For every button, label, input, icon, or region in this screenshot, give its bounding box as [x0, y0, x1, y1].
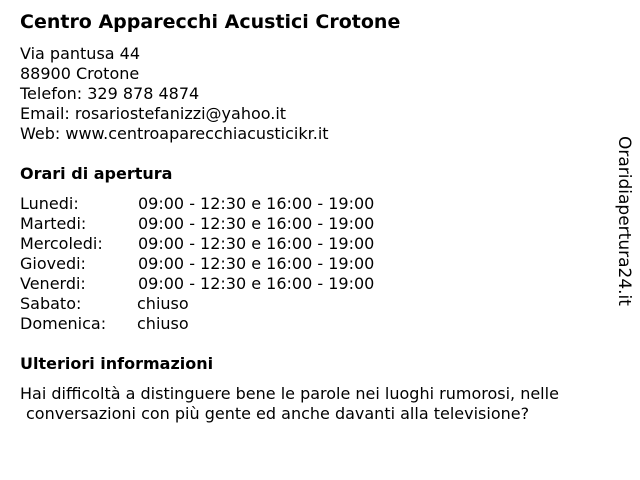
hours-heading: Orari di apertura — [20, 164, 173, 183]
hours-row-tuesday — [20, 214, 440, 234]
hours-row-monday — [20, 194, 440, 214]
day-label: Domenica: — [20, 314, 107, 333]
phone-number: Telefon: 329 878 4874 — [20, 84, 200, 103]
time-value: 09:00 - 12:30 e 16:00 - 19:00 — [138, 274, 375, 293]
hours-row-saturday — [20, 294, 440, 314]
info-heading: Ulteriori informazioni — [20, 354, 214, 373]
day-label: Mercoledi: — [20, 234, 103, 253]
address-street: Via pantusa 44 — [20, 44, 141, 63]
day-label: Giovedi: — [20, 254, 86, 273]
address-city: 88900 Crotone — [20, 64, 140, 83]
time-value: 09:00 - 12:30 e 16:00 - 19:00 — [138, 234, 375, 253]
info-line-1: Hai difficoltà a distinguere bene le parole nei luoghi rumorosi, nelle — [20, 384, 559, 403]
time-value: chiuso — [137, 294, 189, 313]
day-label: Sabato: — [20, 294, 82, 313]
hours-row-thursday — [20, 254, 440, 274]
time-value: 09:00 - 12:30 e 16:00 - 19:00 — [138, 214, 375, 233]
hours-row-wednesday — [20, 234, 440, 254]
hours-row-friday — [20, 274, 440, 294]
day-label: Martedi: — [20, 214, 87, 233]
time-value: 09:00 - 12:30 e 16:00 - 19:00 — [138, 194, 375, 213]
site-watermark: Oraridiapertura24.it — [614, 136, 634, 306]
info-line-2: conversazioni con più gente ed anche davanti alla televisione? — [26, 404, 530, 423]
contact-block — [20, 44, 329, 144]
opening-hours-list — [20, 194, 440, 334]
time-value: 09:00 - 12:30 e 16:00 - 19:00 — [138, 254, 375, 273]
day-label: Venerdi: — [20, 274, 86, 293]
info-paragraph — [20, 384, 620, 424]
day-label: Lunedi: — [20, 194, 79, 213]
website: Web: www.centroaparecchiacusticikr.it — [20, 124, 329, 143]
business-name: Centro Apparecchi Acustici Crotone — [20, 11, 401, 33]
email-address: Email: rosariostefanizzi@yahoo.it — [20, 104, 287, 123]
hours-row-sunday — [20, 314, 440, 334]
time-value: chiuso — [137, 314, 189, 333]
